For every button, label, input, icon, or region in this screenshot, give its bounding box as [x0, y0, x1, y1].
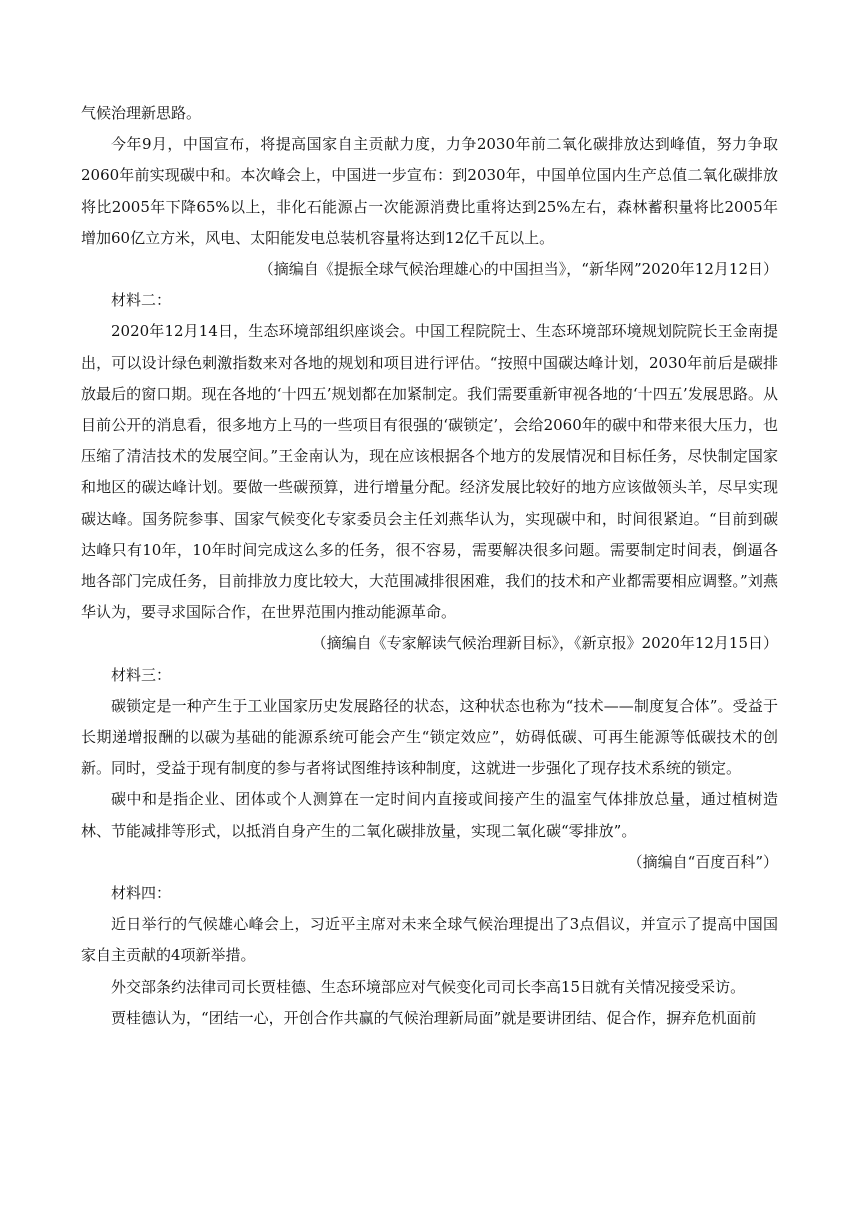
paragraph-material-4b: 外交部条约法律司司长贾桂德、生态环境部应对气候变化司司长李高15日就有关情况接受采访。: [111, 977, 746, 996]
paragraph-material-1: 今年9月，中国宣布，将提高国家自主贡献力度，力争2030年前二氧化碳排放达到峰值，努力争取2060年前实现碳中和。本次峰会上，中国进一步宣布：到2030年，中国单位国内生产总值二氧化碳排放将比2005年下降65%以上，非化石能源占一次能源消费比重将达到25%左右，森林蓄积量将比2005年增加60亿立方米，风电、太阳能发电总装机容量将达到12亿千瓦以上。: [81, 135, 778, 247]
source-citation-2: （摘编自《专家解读气候治理新目标》，《新京报》2020年12月15日）: [311, 634, 778, 653]
paragraph-material-3a: 碳锁定是一种产生于工业国家历史发展路径的状态，这种状态也称为“技术——制度复合体”。受益于长期递增报酬的以碳为基础的能源系统可能会产生“锁定效应”，妨碍低碳、可再生能源等低碳技术的创新。同时，受益于现有制度的参与者将试图维持该种制度，这就进一步强化了现存技术系统的锁定。: [81, 696, 778, 778]
document-page: [81, 98, 778, 1034]
paragraph-intro-end: 气候治理新思路。: [81, 104, 202, 122]
paragraph-material-4a: 近日举行的气候雄心峰会上，习近平主席对未来全球气候治理提出了3点倡议，并宣示了提高中国国家自主贡献的4项新举措。: [81, 915, 778, 965]
paragraph-material-2: 2020年12月14日，生态环境部组织座谈会。中国工程院院士、生态环境部环境规划院院长王金南提出，可以设计绿色刺激指数来对各地的规划和项目进行评估。“按照中国碳达峰计划，2030年前后是碳排放最后的窗口期。现在各地的‘十四五’规划都在加紧制定。我们需要重新审视各地的‘十四五’发展思路。从目前公开的消息看，很多地方上马的一些项目有很强的‘碳锁定’，会给2060年的碳中和带来很大压力，也压缩了清洁技术的发展空间。”王金南认为，现在应该根据各个地方的发展情况和目标任务，尽快制定国家和地区的碳达峰计划。要做一些碳预算，进行增量分配。经济发展比较好的地方应该做领头羊，尽早实现碳达峰。国务院参事、国家气候变化专家委员会主任刘燕华认为，实现碳中和，时间很紧迫。“目前到碳达峰只有10年，10年时间完成这么多的任务，很不容易，需要解决很多问题。需要制定时间表，倒逼各地各部门完成任务，目前排放力度比较大，大范围减排很困难，我们的技术和产业都需要相应调整。”刘燕华认为，要寻求国际合作，在世界范围内推动能源革命。: [81, 322, 778, 622]
source-citation-3: （摘编自“百度百科”）: [627, 852, 778, 871]
paragraph-material-3b: 碳中和是指企业、团体或个人测算在一定时间内直接或间接产生的温室气体排放总量，通过植树造林、节能减排等形式，以抵消自身产生的二氧化碳排放量，实现二氧化碳“零排放”。: [81, 790, 778, 840]
section-heading-material-4: 材料四：: [111, 884, 172, 903]
source-citation-1: （摘编自《提振全球气候治理雄心的中国担当》，“新华网”2020年12月12日）: [258, 260, 778, 279]
paragraph-material-4c: 贾桂德认为，“团结一心，开创合作共赢的气候治理新局面”就是要讲团结、促合作，摒弃危机面前: [111, 1008, 757, 1027]
section-heading-material-2: 材料二：: [111, 291, 172, 310]
section-heading-material-3: 材料三：: [111, 665, 172, 684]
